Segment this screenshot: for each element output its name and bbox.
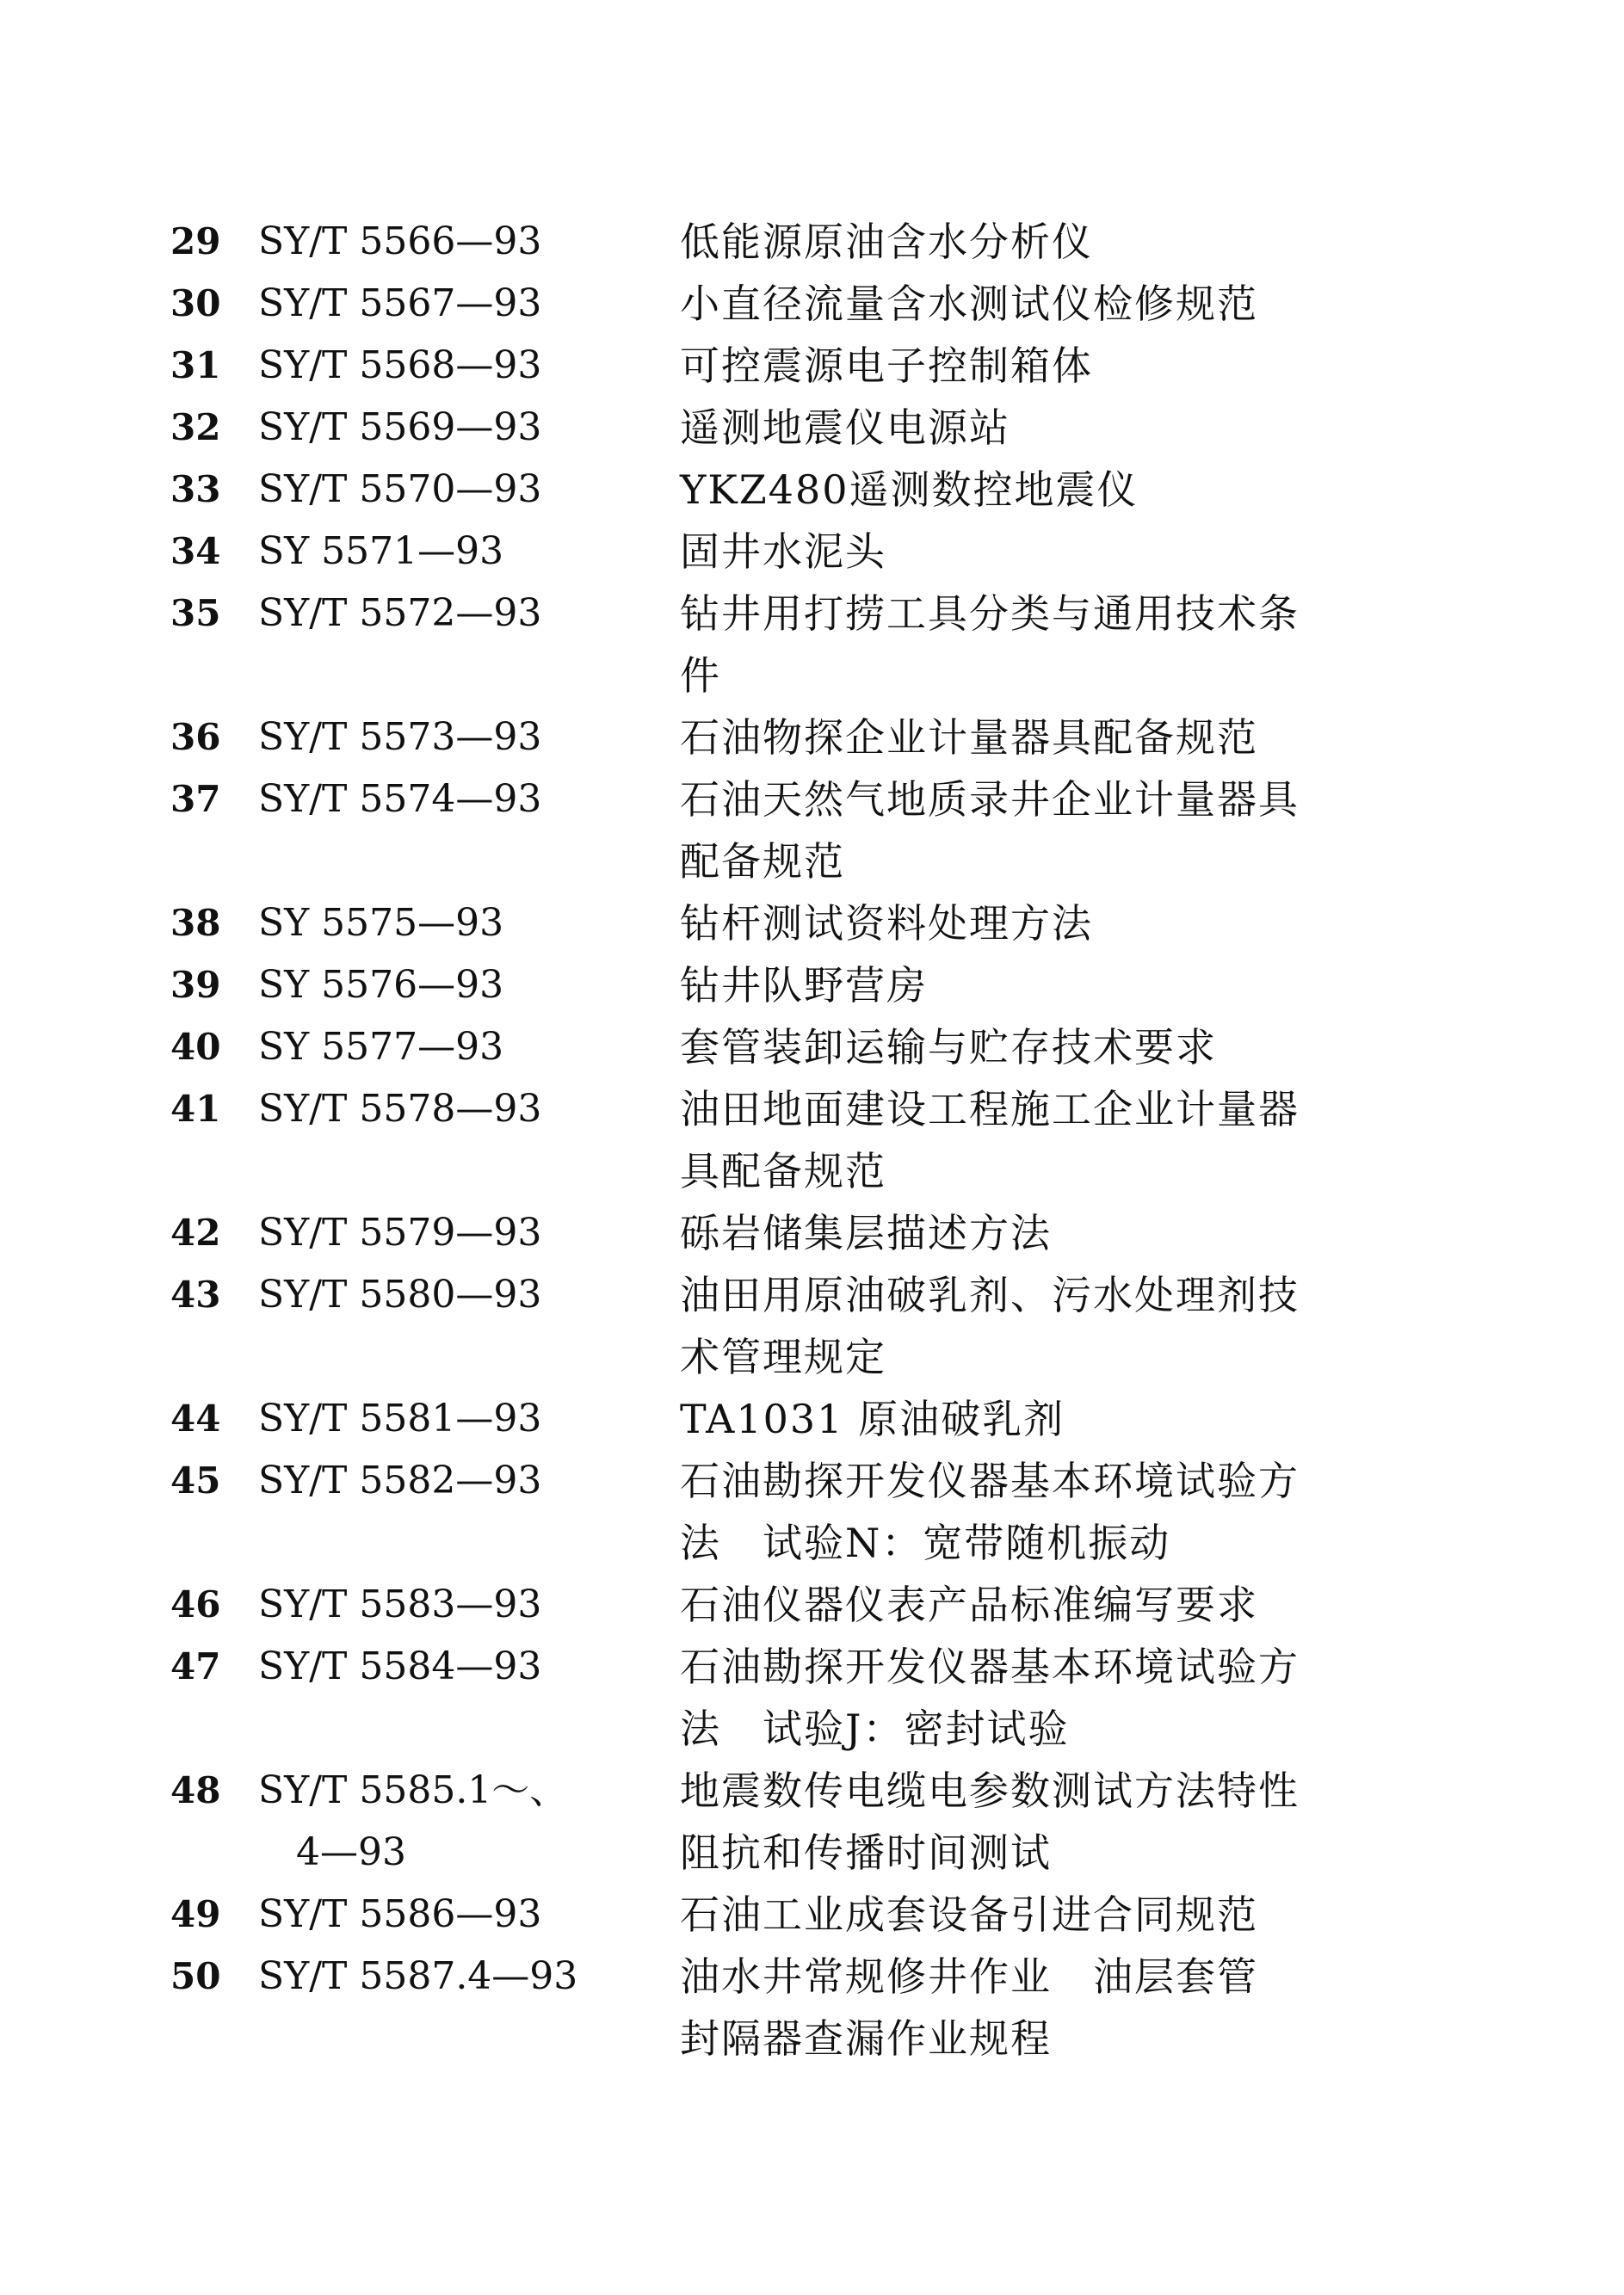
standard-code: [258, 583, 654, 645]
standard-title-line: 固井水泥头: [680, 528, 886, 575]
entry-number: 50: [170, 1955, 221, 1997]
standard-title: [680, 1202, 1334, 1264]
standard-title-line: 低能源原油含水分析仪: [680, 219, 1093, 265]
entry-number: 45: [170, 1459, 221, 1502]
standard-code-line: SY/T 5569—93: [258, 405, 542, 449]
standard-title-line: 石油天然气地质录井企业计量器具: [680, 776, 1300, 823]
standard-title: [680, 706, 1334, 768]
standard-title-line: TA1031 原油破乳剂: [680, 1396, 1065, 1442]
entry-number: 31: [170, 344, 221, 386]
standard-title-line: 地震数传电缆电参数测试方法特性: [680, 1768, 1300, 1814]
entry-number: 42: [170, 1212, 221, 1254]
standard-code-line: SY/T 5586—93: [258, 1892, 542, 1936]
standard-title-line: 具配备规范: [680, 1148, 886, 1194]
entry-number: 38: [170, 902, 221, 944]
standard-code: [258, 335, 654, 397]
standard-title-line: 封隔器查漏作业规程: [680, 2015, 1052, 2062]
standard-title: [680, 273, 1334, 335]
standard-title: [680, 1574, 1334, 1636]
standard-title: [680, 1636, 1334, 1760]
standard-code-line: SY/T 5583—93: [258, 1582, 542, 1626]
standard-title: [680, 521, 1334, 583]
standard-title-line: 遥测地震仪电源站: [680, 404, 1010, 451]
standard-title: [680, 397, 1334, 459]
standard-title: [680, 954, 1334, 1016]
standard-code: [258, 459, 654, 521]
entry-number: 48: [170, 1769, 221, 1811]
standard-title-line: 可控震源电子控制箱体: [680, 342, 1093, 389]
standard-code: [258, 1388, 654, 1450]
standard-title-line: 钻井队野营房: [680, 962, 928, 1009]
standard-code-line: SY/T 5573—93: [258, 715, 542, 759]
standard-code-line: SY/T 5578—93: [258, 1087, 542, 1131]
standard-code: [258, 211, 654, 273]
standard-code-line: SY/T 5572—93: [258, 591, 542, 635]
entry-number: 46: [170, 1583, 221, 1626]
standard-title: [680, 1946, 1334, 2070]
standard-title-line: 套管装卸运输与贮存技术要求: [680, 1024, 1217, 1070]
standard-code-line: SY/T 5566—93: [258, 219, 542, 263]
standard-code: [258, 273, 654, 335]
standard-title: [680, 1016, 1334, 1078]
standard-code: [258, 706, 654, 768]
standard-title-line: 石油勘探开发仪器基本环境试验方: [680, 1644, 1300, 1690]
standard-code: [258, 1450, 654, 1512]
entry-number: 32: [170, 406, 221, 448]
standard-title-line: 油田地面建设工程施工企业计量器: [680, 1086, 1300, 1132]
entry-number: 35: [170, 592, 221, 634]
entry-number: 33: [170, 468, 221, 510]
standard-title: [680, 211, 1334, 273]
standard-title-line: 钻井用打捞工具分类与通用技术条: [680, 590, 1300, 637]
standard-code: [258, 1574, 654, 1636]
standard-code-line: SY/T 5567—93: [258, 281, 542, 325]
standard-code-line: SY/T 5582—93: [258, 1459, 542, 1502]
entry-number: 29: [170, 220, 221, 262]
entry-number: 49: [170, 1893, 221, 1935]
standard-code: [258, 1884, 654, 1946]
standard-title-line: 油田用原油破乳剂、污水处理剂技: [680, 1272, 1300, 1318]
standard-code: [258, 954, 654, 1016]
entry-number: 37: [170, 778, 221, 820]
standard-title: [680, 1078, 1334, 1202]
standard-title-line: 钻杆测试资料处理方法: [680, 900, 1093, 947]
standard-code: [258, 768, 654, 830]
standard-title-line: 件: [680, 652, 721, 699]
entry-number: 36: [170, 716, 221, 758]
standard-code: [258, 1760, 654, 1884]
standard-title-line: 法 试验J：密封试验: [680, 1706, 1070, 1752]
standard-code: [258, 1264, 654, 1326]
standard-title-line: 油水井常规修井作业 油层套管: [680, 1953, 1258, 2000]
standard-title-line: YKZ480遥测数控地震仪: [680, 466, 1139, 513]
standard-code: [258, 892, 654, 954]
standard-code-line: SY/T 5570—93: [258, 467, 542, 511]
standard-code-line: SY/T 5568—93: [258, 343, 542, 387]
standard-title: [680, 1450, 1334, 1574]
standard-code-line: SY/T 5585.1～、: [258, 1768, 568, 1812]
standard-title-line: 石油勘探开发仪器基本环境试验方: [680, 1458, 1300, 1504]
standard-title-line: 配备规范: [680, 838, 845, 885]
standard-title: [680, 1388, 1334, 1450]
entry-number: 47: [170, 1645, 221, 1687]
standard-code-line: SY/T 5580—93: [258, 1273, 542, 1317]
standard-title: [680, 1760, 1334, 1884]
standard-title-line: 石油物探企业计量器具配备规范: [680, 714, 1258, 761]
standard-title-line: 法 试验N：宽带随机振动: [680, 1520, 1171, 1566]
standard-title: [680, 1884, 1334, 1946]
standard-title-line: 阻抗和传播时间测试: [680, 1829, 1052, 1876]
standard-title-line: 石油工业成套设备引进合同规范: [680, 1891, 1258, 1938]
standard-title: [680, 768, 1334, 892]
standard-code-line: SY/T 5579—93: [258, 1211, 542, 1255]
entry-number: 30: [170, 282, 221, 324]
standard-code-line: 4—93: [296, 1830, 406, 1874]
entry-number: 43: [170, 1274, 221, 1316]
standard-title: [680, 583, 1334, 706]
standard-title: [680, 892, 1334, 954]
standard-code-line: SY/T 5584—93: [258, 1644, 542, 1688]
standard-code: [258, 397, 654, 459]
standard-title-line: 小直径流量含水测试仪检修规范: [680, 281, 1258, 327]
standard-title-line: 砾岩储集层描述方法: [680, 1210, 1052, 1256]
standard-title: [680, 335, 1334, 397]
standard-code-line: SY 5571—93: [258, 529, 504, 573]
standard-code: [258, 1016, 654, 1078]
standard-title-line: 术管理规定: [680, 1334, 886, 1380]
entry-number: 39: [170, 964, 221, 1006]
standard-code-line: SY/T 5587.4—93: [258, 1954, 578, 1998]
standard-code: [258, 1202, 654, 1264]
standard-code: [258, 521, 654, 583]
entry-number: 34: [170, 530, 221, 572]
entry-number: 40: [170, 1026, 221, 1068]
standard-code-line: SY 5575—93: [258, 901, 504, 945]
standard-code: [258, 1636, 654, 1698]
entry-number: 41: [170, 1088, 221, 1130]
standard-code-line: SY/T 5574—93: [258, 777, 542, 821]
standard-code: [258, 1946, 654, 2008]
standard-code-line: SY 5577—93: [258, 1025, 504, 1069]
entry-number: 44: [170, 1397, 221, 1440]
standard-title-line: 石油仪器仪表产品标准编写要求: [680, 1582, 1258, 1628]
standard-title: [680, 1264, 1334, 1388]
standard-code-line: SY/T 5581—93: [258, 1397, 542, 1441]
standard-code: [258, 1078, 654, 1140]
standard-code-line: SY 5576—93: [258, 963, 504, 1007]
standard-title: [680, 459, 1334, 521]
